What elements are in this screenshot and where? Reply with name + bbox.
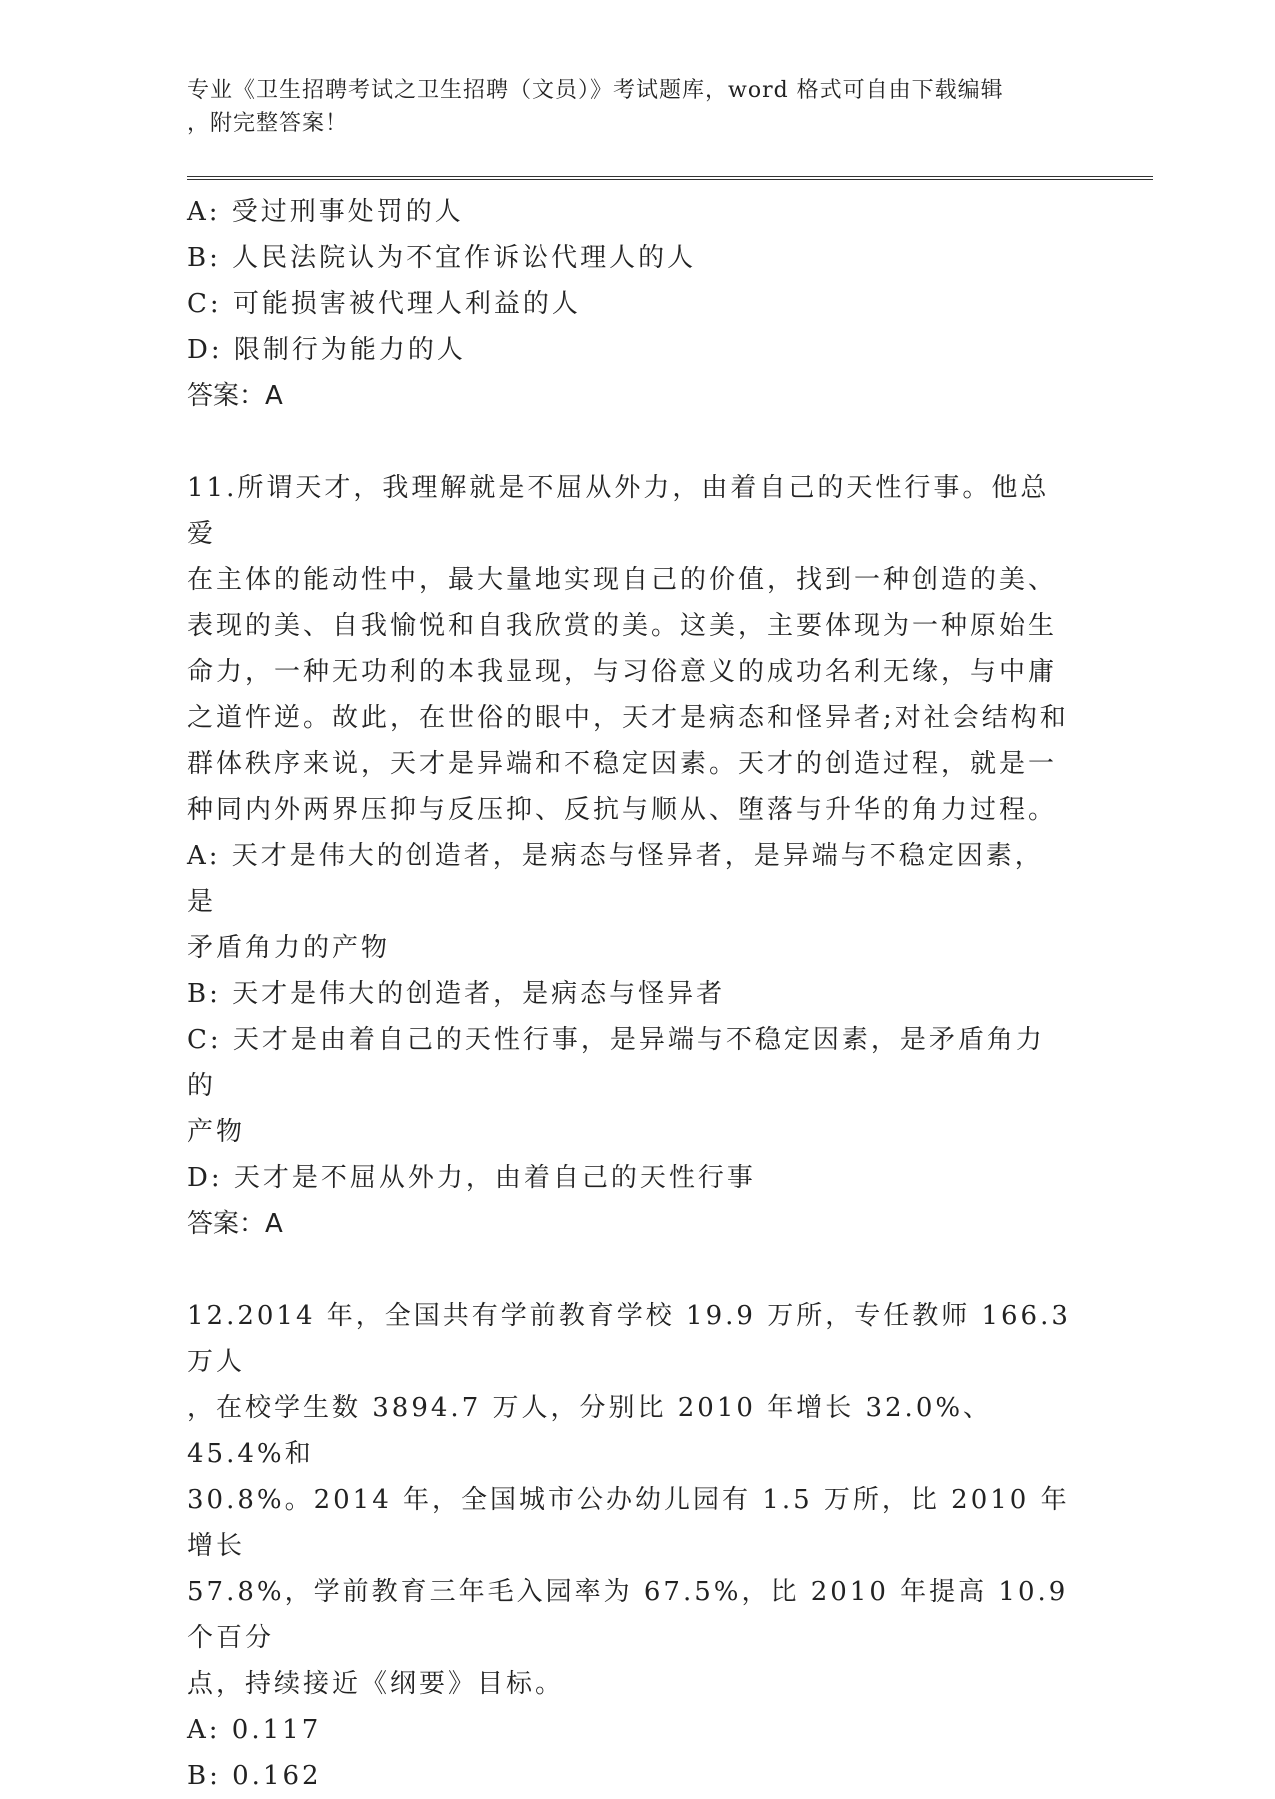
stem-line: 12.2014 年，全国共有学前教育学校 19.9 万所，专任教师 166.3 万人: [187, 1301, 1083, 1377]
option-b: B: 0.162: [187, 1761, 322, 1791]
question-stem: [187, 1293, 1083, 1707]
question-11: [187, 465, 1072, 1247]
answer-label: 答案：A: [187, 1209, 283, 1239]
option-b: B: 人民法院认为不宜作诉讼代理人的人: [187, 243, 697, 273]
option-d: D: 天才是不屈从外力，由着自己的天性行事: [187, 1163, 756, 1193]
stem-line: 种同内外两界压抑与反压抑、反抗与顺从、堕落与升华的角力过程。: [187, 795, 1058, 825]
stem-line: 11.所谓天才，我理解就是不屈从外力，由着自己的天性行事。他总爱: [187, 473, 1050, 549]
header-divider: [187, 176, 1153, 180]
stem-line: 命力，一种无功利的本我显现，与习俗意义的成功名利无缘，与中庸: [187, 657, 1058, 687]
header-line-2: ，附完整答案！: [187, 111, 349, 136]
document-body: [187, 189, 1083, 1799]
option-a: A: 受过刑事处罚的人: [187, 197, 464, 227]
option-list: [187, 833, 1072, 1201]
stem-line: 群体秩序来说，天才是异端和不稳定因素。天才的创造过程，就是一: [187, 749, 1058, 779]
question-10: [187, 189, 1072, 419]
header-line-1: 专业《卫生招聘考试之卫生招聘（文员）》考试题库，word 格式可自由下载编辑: [187, 78, 1004, 103]
spacer: [187, 419, 1072, 465]
stem-line: 之道忤逆。故此，在世俗的眼中，天才是病态和怪异者;对社会结构和: [187, 703, 1069, 733]
option-list: [187, 189, 1072, 373]
stem-line: 点，持续接近《纲要》目标。: [187, 1669, 565, 1699]
option-c: C: 可能损害被代理人利益的人: [187, 289, 581, 319]
stem-line: ，在校学生数 3894.7 万人，分别比 2010 年增长 32.0%、45.4%和: [187, 1393, 993, 1469]
option-a: A: 天才是伟大的创造者，是病态与怪异者，是异端与不稳定因素，是: [187, 841, 1044, 917]
stem-line: 30.8%。2014 年，全国城市公办幼儿园有 1.5 万所，比 2010 年增长: [187, 1485, 1070, 1561]
stem-line: 表现的美、自我愉悦和自我欣赏的美。这美，主要体现为一种原始生: [187, 611, 1058, 641]
question-12: [187, 1293, 1083, 1799]
spacer: [187, 1247, 1072, 1293]
page-header: [187, 74, 1067, 140]
stem-line: 在主体的能动性中，最大量地实现自己的价值，找到一种创造的美、: [187, 565, 1058, 595]
answer-label: 答案：A: [187, 381, 283, 411]
option-a: A: 0.117: [187, 1715, 322, 1745]
option-list: [187, 1707, 1072, 1799]
option-d: D: 限制行为能力的人: [187, 335, 466, 365]
option-b: B: 天才是伟大的创造者，是病态与怪异者: [187, 979, 726, 1009]
option-c: C: 天才是由着自己的天性行事，是异端与不稳定因素，是矛盾角力的: [187, 1025, 1045, 1101]
stem-line: 57.8%，学前教育三年毛入园率为 67.5%，比 2010 年提高 10.9 个百分: [187, 1577, 1080, 1653]
question-stem: [187, 465, 1072, 833]
option-a-continued: 矛盾角力的产物: [187, 933, 391, 963]
option-c-continued: 产物: [187, 1117, 246, 1147]
